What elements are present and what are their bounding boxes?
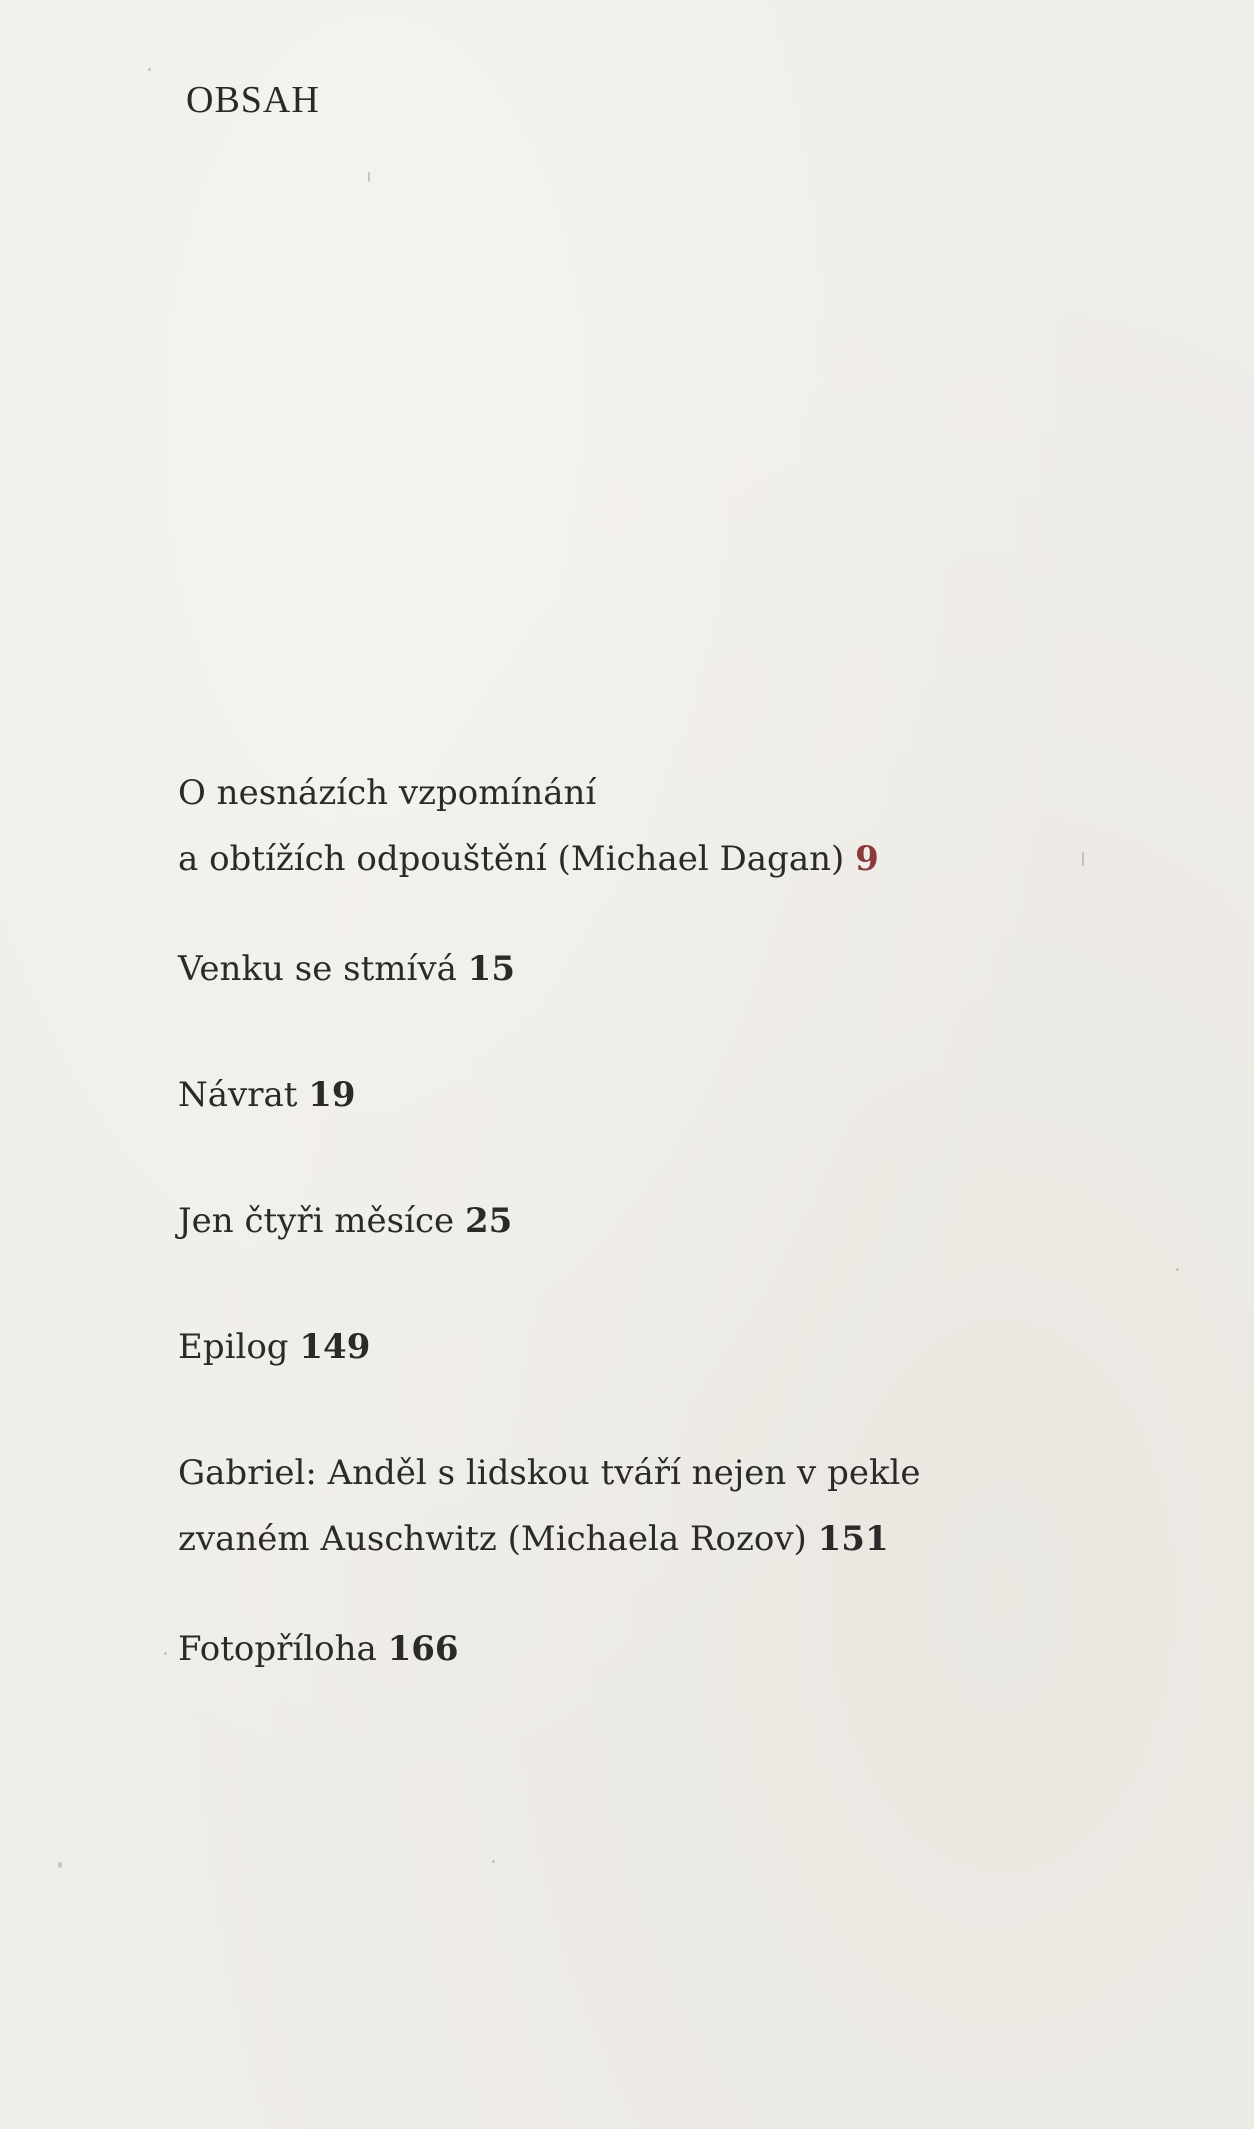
- page-title: OBSAH: [186, 79, 320, 121]
- toc-entry-1-line-1: O nesnázích vzpomínání: [178, 773, 597, 813]
- toc-entry-1-page: 9: [855, 839, 879, 879]
- toc-entry-4-page: 25: [464, 1201, 513, 1241]
- paper-speck: [368, 172, 370, 182]
- toc-entry-4: [178, 1188, 512, 1254]
- toc-entry-3-page: 19: [308, 1075, 356, 1115]
- toc-entry-6-line-2: [178, 1506, 921, 1572]
- toc-entry-2: [178, 936, 515, 1002]
- paper-speck: [1176, 1268, 1179, 1271]
- paper-speck: [148, 68, 151, 71]
- toc-entry-6-line-2-text: zvaném Auschwitz (Michaela Rozov): [178, 1519, 807, 1559]
- paper-speck: [1082, 852, 1084, 866]
- paper-speck: [58, 1862, 62, 1868]
- toc-entry-6-line-1: Gabriel: Anděl s lidskou tváří nejen v pekle: [178, 1453, 921, 1493]
- toc-entry-1-line-2: [178, 826, 879, 892]
- toc-entry-4-title: Jen čtyři měsíce: [178, 1201, 455, 1241]
- paper-speck: [492, 1860, 495, 1863]
- toc-entry-1: [178, 760, 879, 892]
- toc-entry-2-page: 15: [467, 949, 515, 989]
- toc-entry-7-page: 166: [387, 1629, 459, 1669]
- toc-entry-1-line-2-text: a obtížích odpouštění (Michael Dagan): [178, 839, 845, 879]
- toc-entry-6-page: 151: [817, 1519, 889, 1559]
- toc-entry-5: [178, 1314, 370, 1380]
- toc-entry-3: [178, 1062, 356, 1128]
- paper-speck: [164, 1652, 167, 1655]
- toc-entry-7-title: Fotopříloha: [178, 1629, 377, 1669]
- toc-entry-5-title: Epilog: [178, 1327, 289, 1367]
- toc-entry-2-title: Venku se stmívá: [178, 949, 457, 989]
- toc-entry-7: [178, 1616, 459, 1682]
- toc-entry-6: [178, 1440, 921, 1572]
- toc-entry-3-title: Návrat: [178, 1075, 298, 1115]
- toc-entry-5-page: 149: [299, 1327, 371, 1367]
